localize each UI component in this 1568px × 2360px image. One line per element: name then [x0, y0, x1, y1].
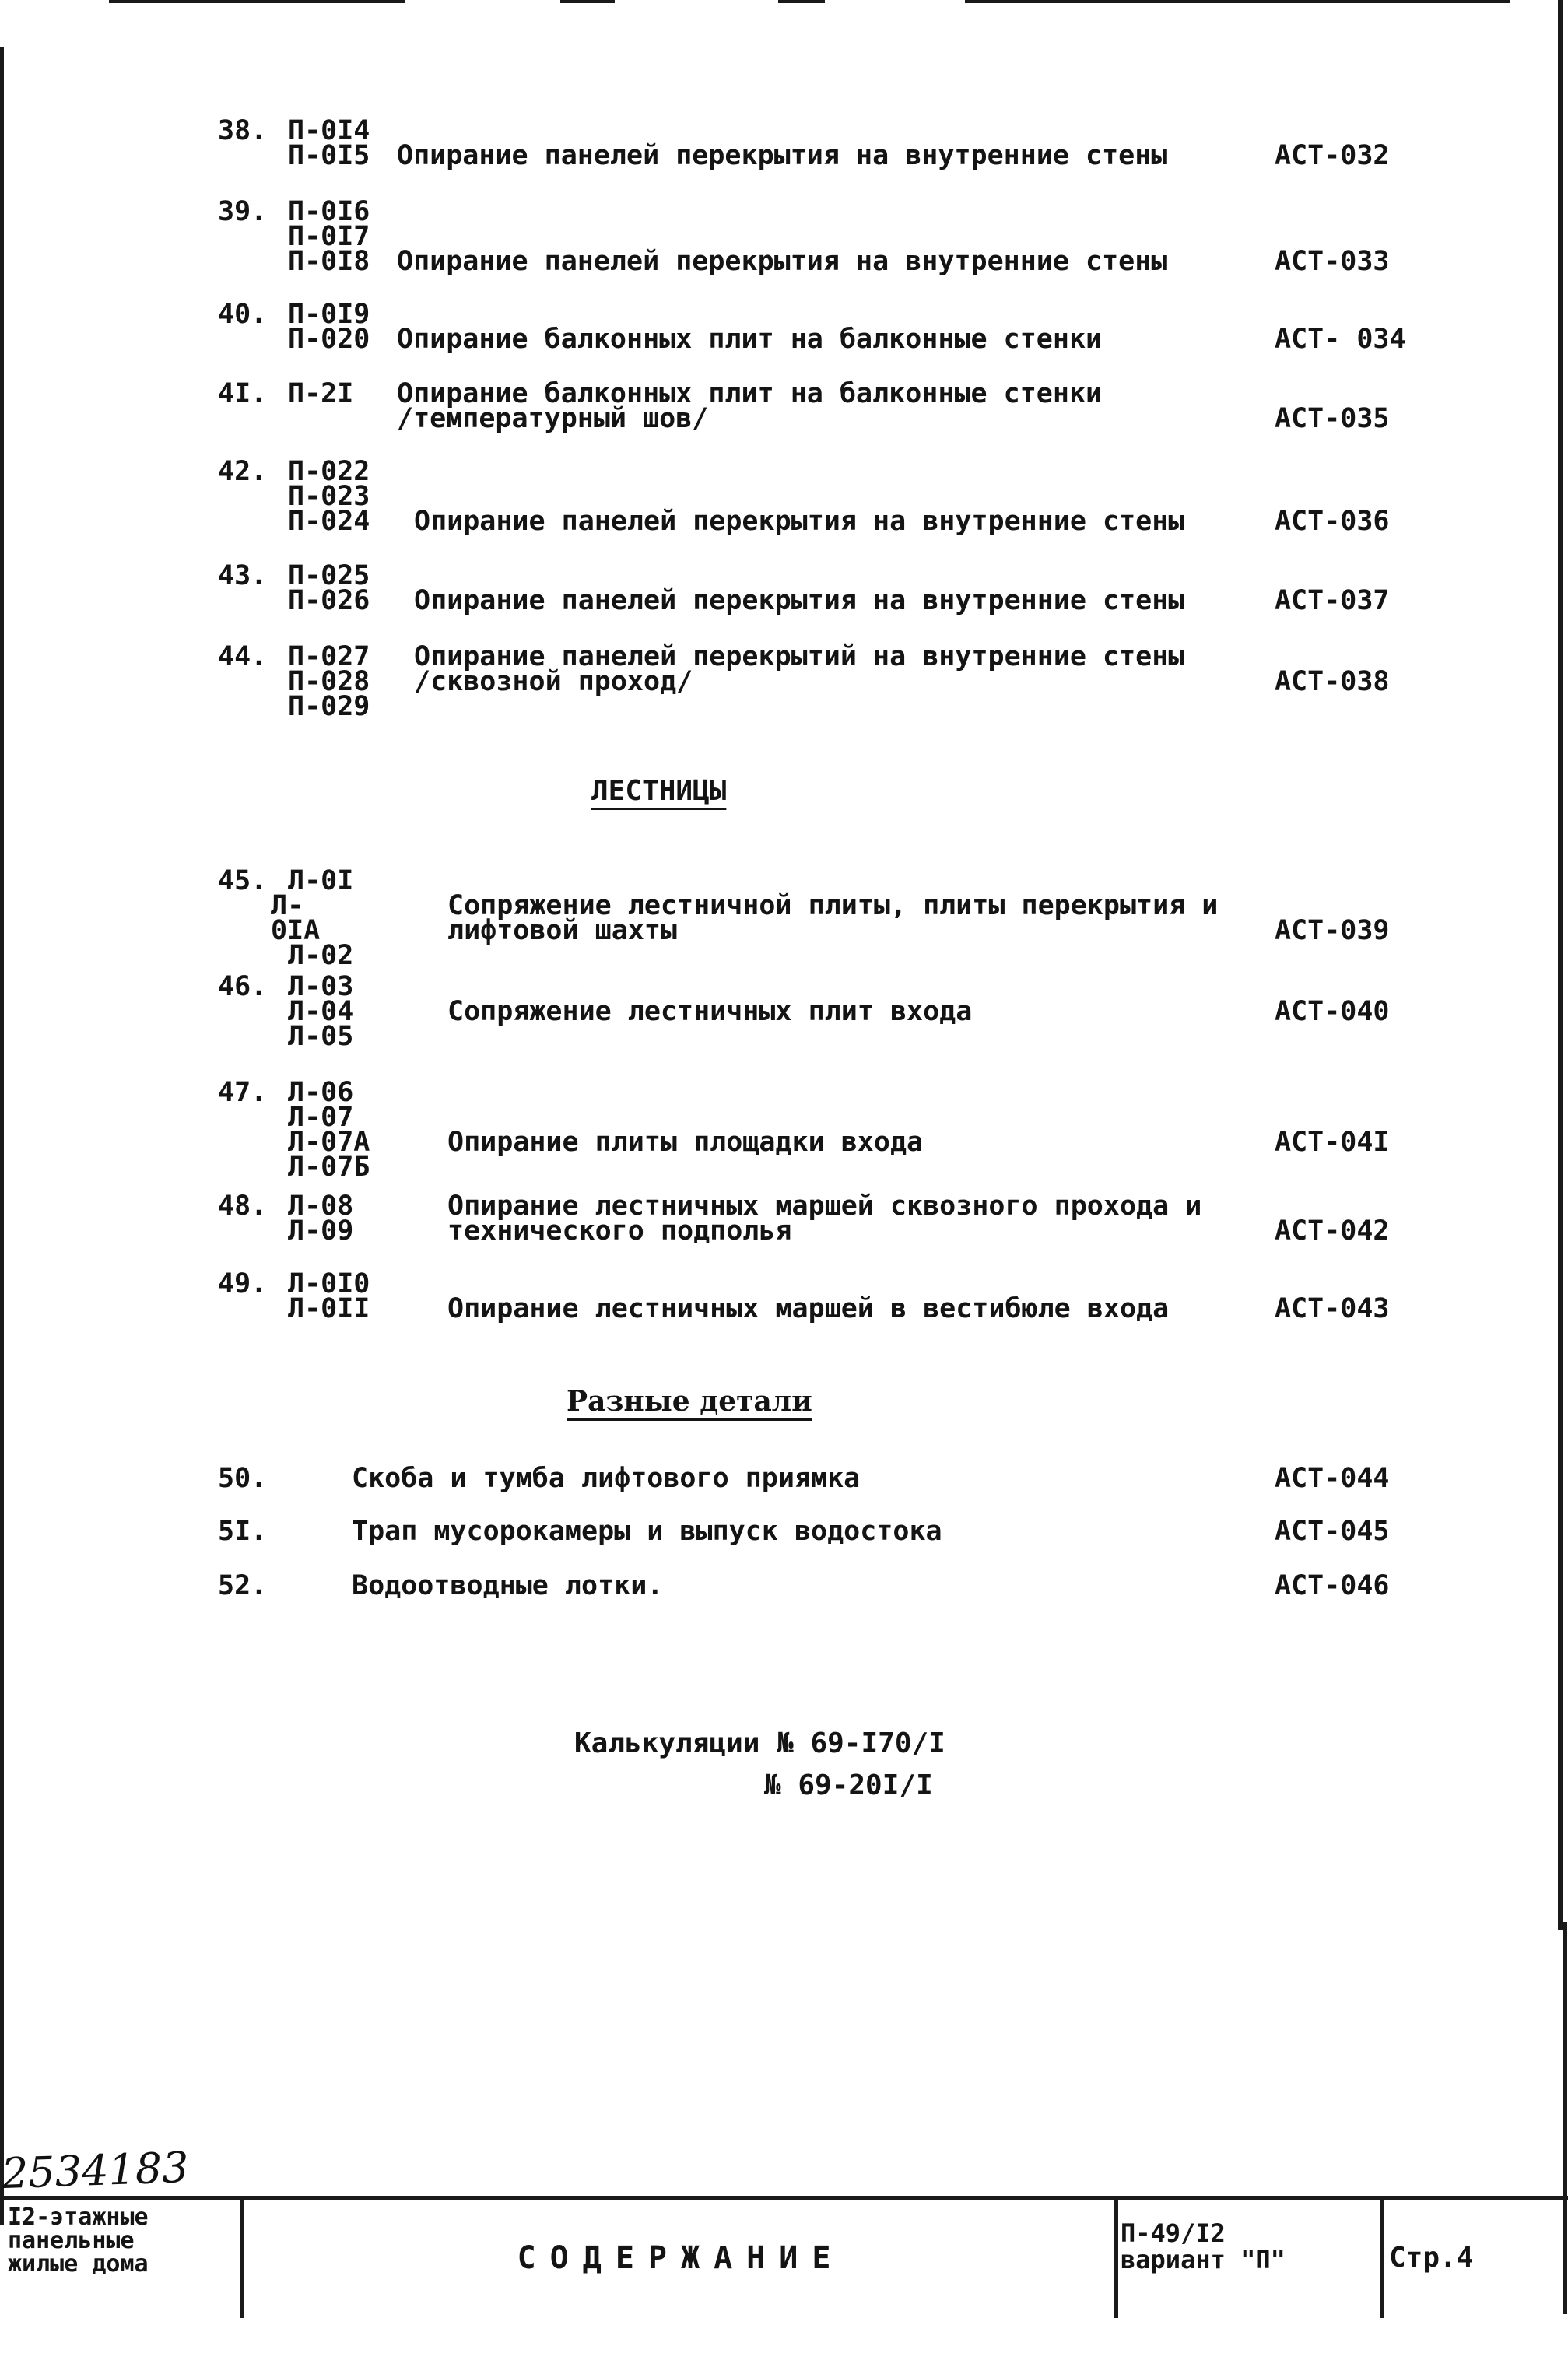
- stamp-building-line: I2-этажные: [8, 2204, 149, 2231]
- entry-description: [414, 585, 1185, 616]
- entry-code: Л-04: [288, 996, 354, 1027]
- entry-code: П-022: [288, 456, 370, 487]
- entry-description: [352, 1463, 861, 1494]
- calculations-reference: [574, 1724, 945, 1763]
- entry-codes: [288, 560, 370, 616]
- entry-code: П-028: [288, 666, 370, 697]
- entry-description: [447, 1191, 1202, 1247]
- entry-code: Л-0II: [288, 1293, 370, 1324]
- calculations-reference-2: [764, 1766, 933, 1805]
- section-heading-misc: Разные детали: [567, 1385, 812, 1418]
- entry-description-line: Опирание балконных плит на балконные стенки: [397, 378, 1103, 409]
- top-edge-mark: [560, 0, 615, 3]
- entry-description-line: Скоба и тумба лифтового приямка: [352, 1463, 861, 1494]
- entry-code: П-0I6: [288, 196, 370, 227]
- stamp-building-line: жилые дома: [8, 2250, 149, 2278]
- entry-description-line: /температурный шов/: [397, 403, 709, 434]
- entry-number: 38.: [218, 115, 268, 146]
- entry-number: 40.: [218, 299, 268, 330]
- entry-sheet-code: АСТ-04I: [1275, 1127, 1390, 1158]
- entry-description: [447, 1127, 924, 1158]
- stamp-series-code: П-49/I2: [1121, 2218, 1226, 2248]
- entry-sheet-code: АСТ-033: [1275, 246, 1390, 277]
- entry-codes: [288, 641, 370, 722]
- stamp-divider: [1380, 2200, 1384, 2318]
- entry-number: 42.: [218, 456, 268, 487]
- entry-sheet-code: АСТ-037: [1275, 585, 1390, 616]
- entry-sheet-code: АСТ-035: [1275, 403, 1390, 434]
- entry-description-line: Трап мусорокамеры и выпуск водостока: [352, 1516, 942, 1547]
- entry-code: П-024: [288, 506, 370, 537]
- entry-sheet-code: АСТ- 034: [1275, 324, 1406, 355]
- entry-code: Л-02: [288, 940, 354, 971]
- entry-description: [414, 506, 1185, 537]
- stamp-building-line: панельные: [8, 2227, 135, 2254]
- entry-number: 39.: [218, 196, 268, 227]
- section-heading-stairs: ЛЕСТНИЦЫ: [591, 775, 727, 807]
- entry-description-line: Сопряжение лестничной плиты, плиты перекрытия и: [447, 890, 1219, 921]
- entry-sheet-code: АСТ-043: [1275, 1293, 1390, 1324]
- entry-number: 52.: [218, 1570, 268, 1601]
- entry-sheet-code: АСТ-032: [1275, 140, 1390, 171]
- entry-code: Л-07А: [288, 1127, 370, 1158]
- entry-code: П-0I9: [288, 299, 370, 330]
- entry-sheet-code: АСТ-044: [1275, 1463, 1390, 1494]
- entry-codes: [288, 378, 354, 409]
- entry-description-line: Опирание панелей перекрытия на внутренние стены: [414, 506, 1185, 537]
- entry-description-line: лифтовой шахты: [447, 915, 678, 946]
- entry-codes: [288, 1077, 370, 1183]
- entry-number: 49.: [218, 1268, 268, 1299]
- top-edge-mark: [778, 0, 825, 3]
- entry-description-line: Водоотводные лотки.: [352, 1570, 664, 1601]
- entry-codes: [288, 1268, 370, 1324]
- entry-description-line: технического подполья: [447, 1215, 792, 1247]
- entry-code: Л-05: [288, 1021, 354, 1052]
- entry-code: П-0I4: [288, 115, 370, 146]
- entry-description-line: Опирание панелей перекрытия на внутренние стены: [414, 585, 1185, 616]
- calculations-line-1: № 69-I70/I: [777, 1727, 945, 1759]
- entry-description: [352, 1516, 942, 1547]
- handwritten-inventory-number: 2534183: [0, 2142, 190, 2199]
- entry-number: 46.: [218, 971, 268, 1002]
- entry-code: П-023: [288, 481, 370, 512]
- entry-code: Л-0I0: [288, 1268, 370, 1299]
- entry-description: [447, 996, 973, 1027]
- entry-sheet-code: АСТ-039: [1275, 915, 1390, 946]
- calculations-label: Калькуляции: [574, 1727, 760, 1759]
- entry-description-line: Опирание панелей перекрытия на внутренние стены: [397, 246, 1168, 277]
- entry-number: 50.: [218, 1463, 268, 1494]
- top-edge-mark: [109, 0, 405, 3]
- entry-code: П-029: [288, 691, 370, 722]
- entry-code: П-027: [288, 641, 370, 672]
- entry-description-line: Опирание лестничных маршей в вестибюле входа: [447, 1293, 1170, 1324]
- stamp-building-type: [8, 2200, 233, 2324]
- left-border-line: [0, 47, 4, 2225]
- stamp-variant: вариант "П": [1121, 2245, 1286, 2274]
- entry-sheet-code: АСТ-036: [1275, 506, 1390, 537]
- entry-codes: [288, 971, 354, 1052]
- entry-number: 48.: [218, 1191, 268, 1222]
- entry-codes: [288, 115, 370, 171]
- entry-code: П-026: [288, 585, 370, 616]
- entry-number: 45.: [218, 865, 268, 896]
- entry-sheet-code: АСТ-046: [1275, 1570, 1390, 1601]
- title-block: [0, 2196, 1568, 2318]
- calculations-line-2: № 69-20I/I: [764, 1769, 933, 1801]
- entry-code: Л- 0IА: [271, 890, 321, 946]
- entry-description-line: /сквозной проход/: [414, 666, 693, 697]
- entry-code: Л-06: [288, 1077, 354, 1108]
- entry-description-line: Опирание панелей перекрытия на внутренние стены: [397, 140, 1168, 171]
- top-edge-mark: [965, 0, 1510, 3]
- entry-code: Л-03: [288, 971, 354, 1002]
- stamp-page-number: Стр.4: [1389, 2242, 1474, 2274]
- entry-code: Л-07: [288, 1102, 354, 1133]
- entry-description: [397, 246, 1168, 277]
- entry-code: П-020: [288, 324, 370, 355]
- stamp-divider: [1114, 2200, 1118, 2318]
- entry-codes: [288, 196, 370, 277]
- entry-number: 44.: [218, 641, 268, 672]
- entry-description: [397, 378, 1103, 434]
- entry-description: [447, 890, 1219, 946]
- entry-code: Л-08: [288, 1191, 354, 1222]
- entry-description-line: Опирание панелей перекрытий на внутренние стены: [414, 641, 1185, 672]
- stamp-series-reference: [1121, 2200, 1377, 2338]
- entry-code: Л-0I: [288, 865, 354, 896]
- entry-code: Л-07Б: [288, 1152, 370, 1183]
- entry-codes: [288, 299, 370, 355]
- stamp-title: СОДЕРЖАНИЕ: [517, 2240, 845, 2276]
- entry-number: 43.: [218, 560, 268, 591]
- entry-code: П-025: [288, 560, 370, 591]
- entry-description-line: Опирание плиты площадки входа: [447, 1127, 924, 1158]
- entry-sheet-code: АСТ-040: [1275, 996, 1390, 1027]
- entry-number: 5I.: [218, 1516, 268, 1547]
- stamp-divider: [240, 2200, 244, 2318]
- entry-description: [447, 1293, 1170, 1324]
- entry-description: [414, 641, 1185, 697]
- entry-code: Л-09: [288, 1215, 354, 1247]
- entry-description-line: Сопряжение лестничных плит входа: [447, 996, 973, 1027]
- entry-description: [397, 140, 1168, 171]
- entry-number: 4I.: [218, 378, 268, 409]
- right-border-line: [1558, 0, 1563, 1930]
- entry-description: [397, 324, 1103, 355]
- entry-description: [352, 1570, 664, 1601]
- entry-number: 47.: [218, 1077, 268, 1108]
- entry-code: П-2I: [288, 378, 354, 409]
- entry-sheet-code: АСТ-038: [1275, 666, 1390, 697]
- entry-sheet-code: АСТ-045: [1275, 1516, 1390, 1547]
- entry-description-line: Опирание лестничных маршей сквозного прохода и: [447, 1191, 1202, 1222]
- entry-code: П-0I5: [288, 140, 370, 171]
- entry-code: П-0I7: [288, 221, 370, 252]
- entry-code: П-0I8: [288, 246, 370, 277]
- entry-codes: [288, 1191, 354, 1247]
- entry-description-line: Опирание балконных плит на балконные стенки: [397, 324, 1103, 355]
- entry-sheet-code: АСТ-042: [1275, 1215, 1390, 1247]
- entry-codes: [271, 865, 354, 971]
- entry-codes: [288, 456, 370, 537]
